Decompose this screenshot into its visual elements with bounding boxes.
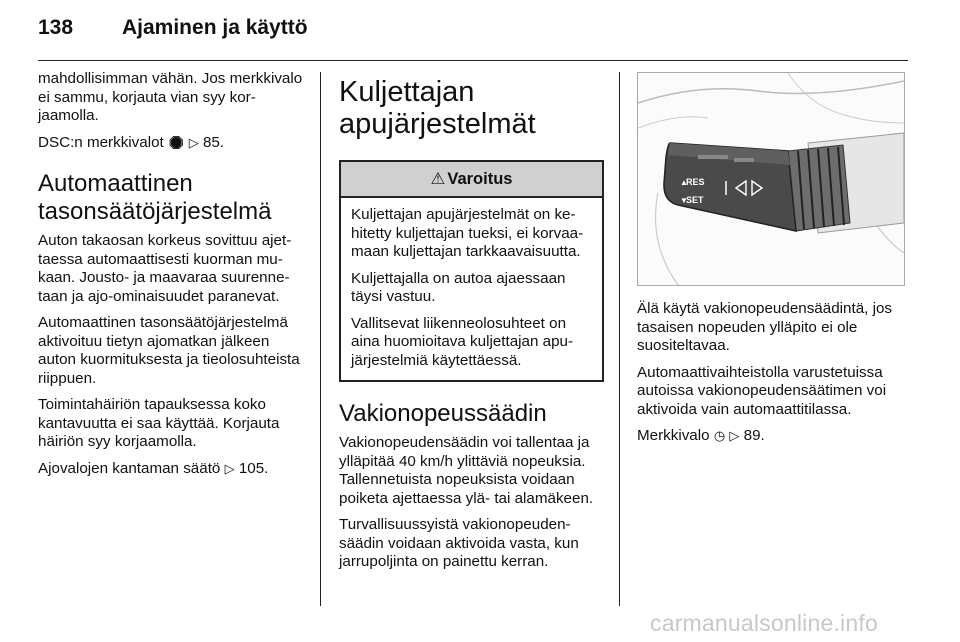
warning-paragraph: Kuljettajalla on autoa ajaessaan täysi vastuu.: [351, 269, 566, 305]
column-divider: [320, 72, 321, 606]
column-right: [637, 76, 903, 454]
lever-label-res: RES: [686, 177, 705, 187]
page-ref-link[interactable]: 105.: [238, 459, 269, 477]
headlight-reference: Ajovalojen kantaman säätö ▷ 105.: [38, 459, 269, 477]
column-divider: [619, 72, 620, 606]
section-heading-driver-assist: Kuljettajan apujärjestelmät: [339, 76, 536, 140]
page-ref-link[interactable]: 85.: [202, 133, 225, 151]
paragraph: Automaattivaihteistolla varustetuissa autoissa vakionopeudensäätimen voi aktivoida vain automaattitilassa.: [637, 363, 887, 418]
page-ref-link[interactable]: 89.: [743, 427, 765, 444]
cruise-control-lever-illustration: [637, 72, 905, 286]
warning-box: [339, 160, 604, 382]
warning-triangle-icon: ⚠︎: [430, 170, 446, 188]
dsc-reference: DSC:n merkkivalot 🛑︎ ▷ 85.: [38, 133, 225, 151]
section-heading-levelling: Automaattinen tasonsäätöjärjestelmä: [38, 170, 272, 225]
chapter-title: Ajaminen ja käyttö: [122, 16, 308, 39]
paragraph: Turvallisuussyistä vakionopeudensäädin voidaan aktivoida vasta, kun jarrupoljinta on painettu kerran.: [339, 516, 579, 570]
warning-body: [341, 198, 602, 380]
paragraph: Auton takaosan korkeus sovittuu ajettaessa automaattisesti kuorman mukaan. Jousto- ja maavaraa suurennetaan ja ajo-ominaisuudet paranevat.: [38, 232, 292, 305]
warning-header: ⚠︎ Varoitus: [341, 162, 602, 198]
page-number: 138: [38, 16, 74, 39]
lever-label-set: SET: [686, 195, 704, 205]
warning-paragraph: Vallitsevat liikenneolosuhteet on aina huomioitava kuljettajan apujärjestelmiä käytettäessä.: [351, 314, 574, 369]
cruise-indicator-reference: Merkkivalo ◷ ▷ 89.: [637, 427, 765, 444]
page-ref-arrow-icon: ▷: [188, 134, 199, 150]
svg-text:▲: ▲: [680, 178, 688, 187]
cruise-control-icon: ◷: [713, 428, 726, 443]
lever-boot: [788, 145, 850, 231]
paragraph: Vakionopeudensäädin voi tallentaa ja ylläpitää 40 km/h ylittäviä nopeuksia. Tallennetuista nopeuksista voidaan poiketa ajettaessa ylä- tai alamäkeen.: [339, 434, 594, 507]
paragraph-continued: mahdollisimman vähän. Jos merkkivalo ei sammu, korjauta vian syy korjaamolla.: [38, 70, 303, 124]
page-header: [38, 16, 908, 61]
svg-text:▼: ▼: [680, 196, 688, 205]
paragraph: Automaattinen tasonsäätöjärjestelmä aktivoituu tietyn ajomatkan jälkeen auton kuormituksesta ja tieolosuhteista riippuen.: [38, 314, 300, 387]
watermark: carmanualsonline.info: [650, 610, 878, 636]
subheading-cruise-control: Vakionopeussäädin: [339, 400, 547, 427]
paragraph: Toimintahäiriön tapauksessa koko kantavuutta ei saa käyttää. Korjauta häiriön syy korjaamolla.: [38, 396, 280, 450]
column-left: [38, 70, 304, 486]
page-ref-arrow-icon: ▷: [224, 460, 235, 476]
page-ref-arrow-icon: ▷: [729, 428, 740, 443]
column-middle: [339, 76, 604, 580]
warning-paragraph: Kuljettajan apujärjestelmät on kehitetty kuljettajan tueksi, ei korvaamaan kuljettajan tarkkaavaisuutta.: [351, 206, 584, 260]
dsc-indicator-icon: 🛑︎: [167, 134, 185, 150]
paragraph: Älä käytä vakionopeudensäädintä, jos tasaisen nopeuden ylläpito ei ole suositeltavaa.: [637, 300, 892, 354]
